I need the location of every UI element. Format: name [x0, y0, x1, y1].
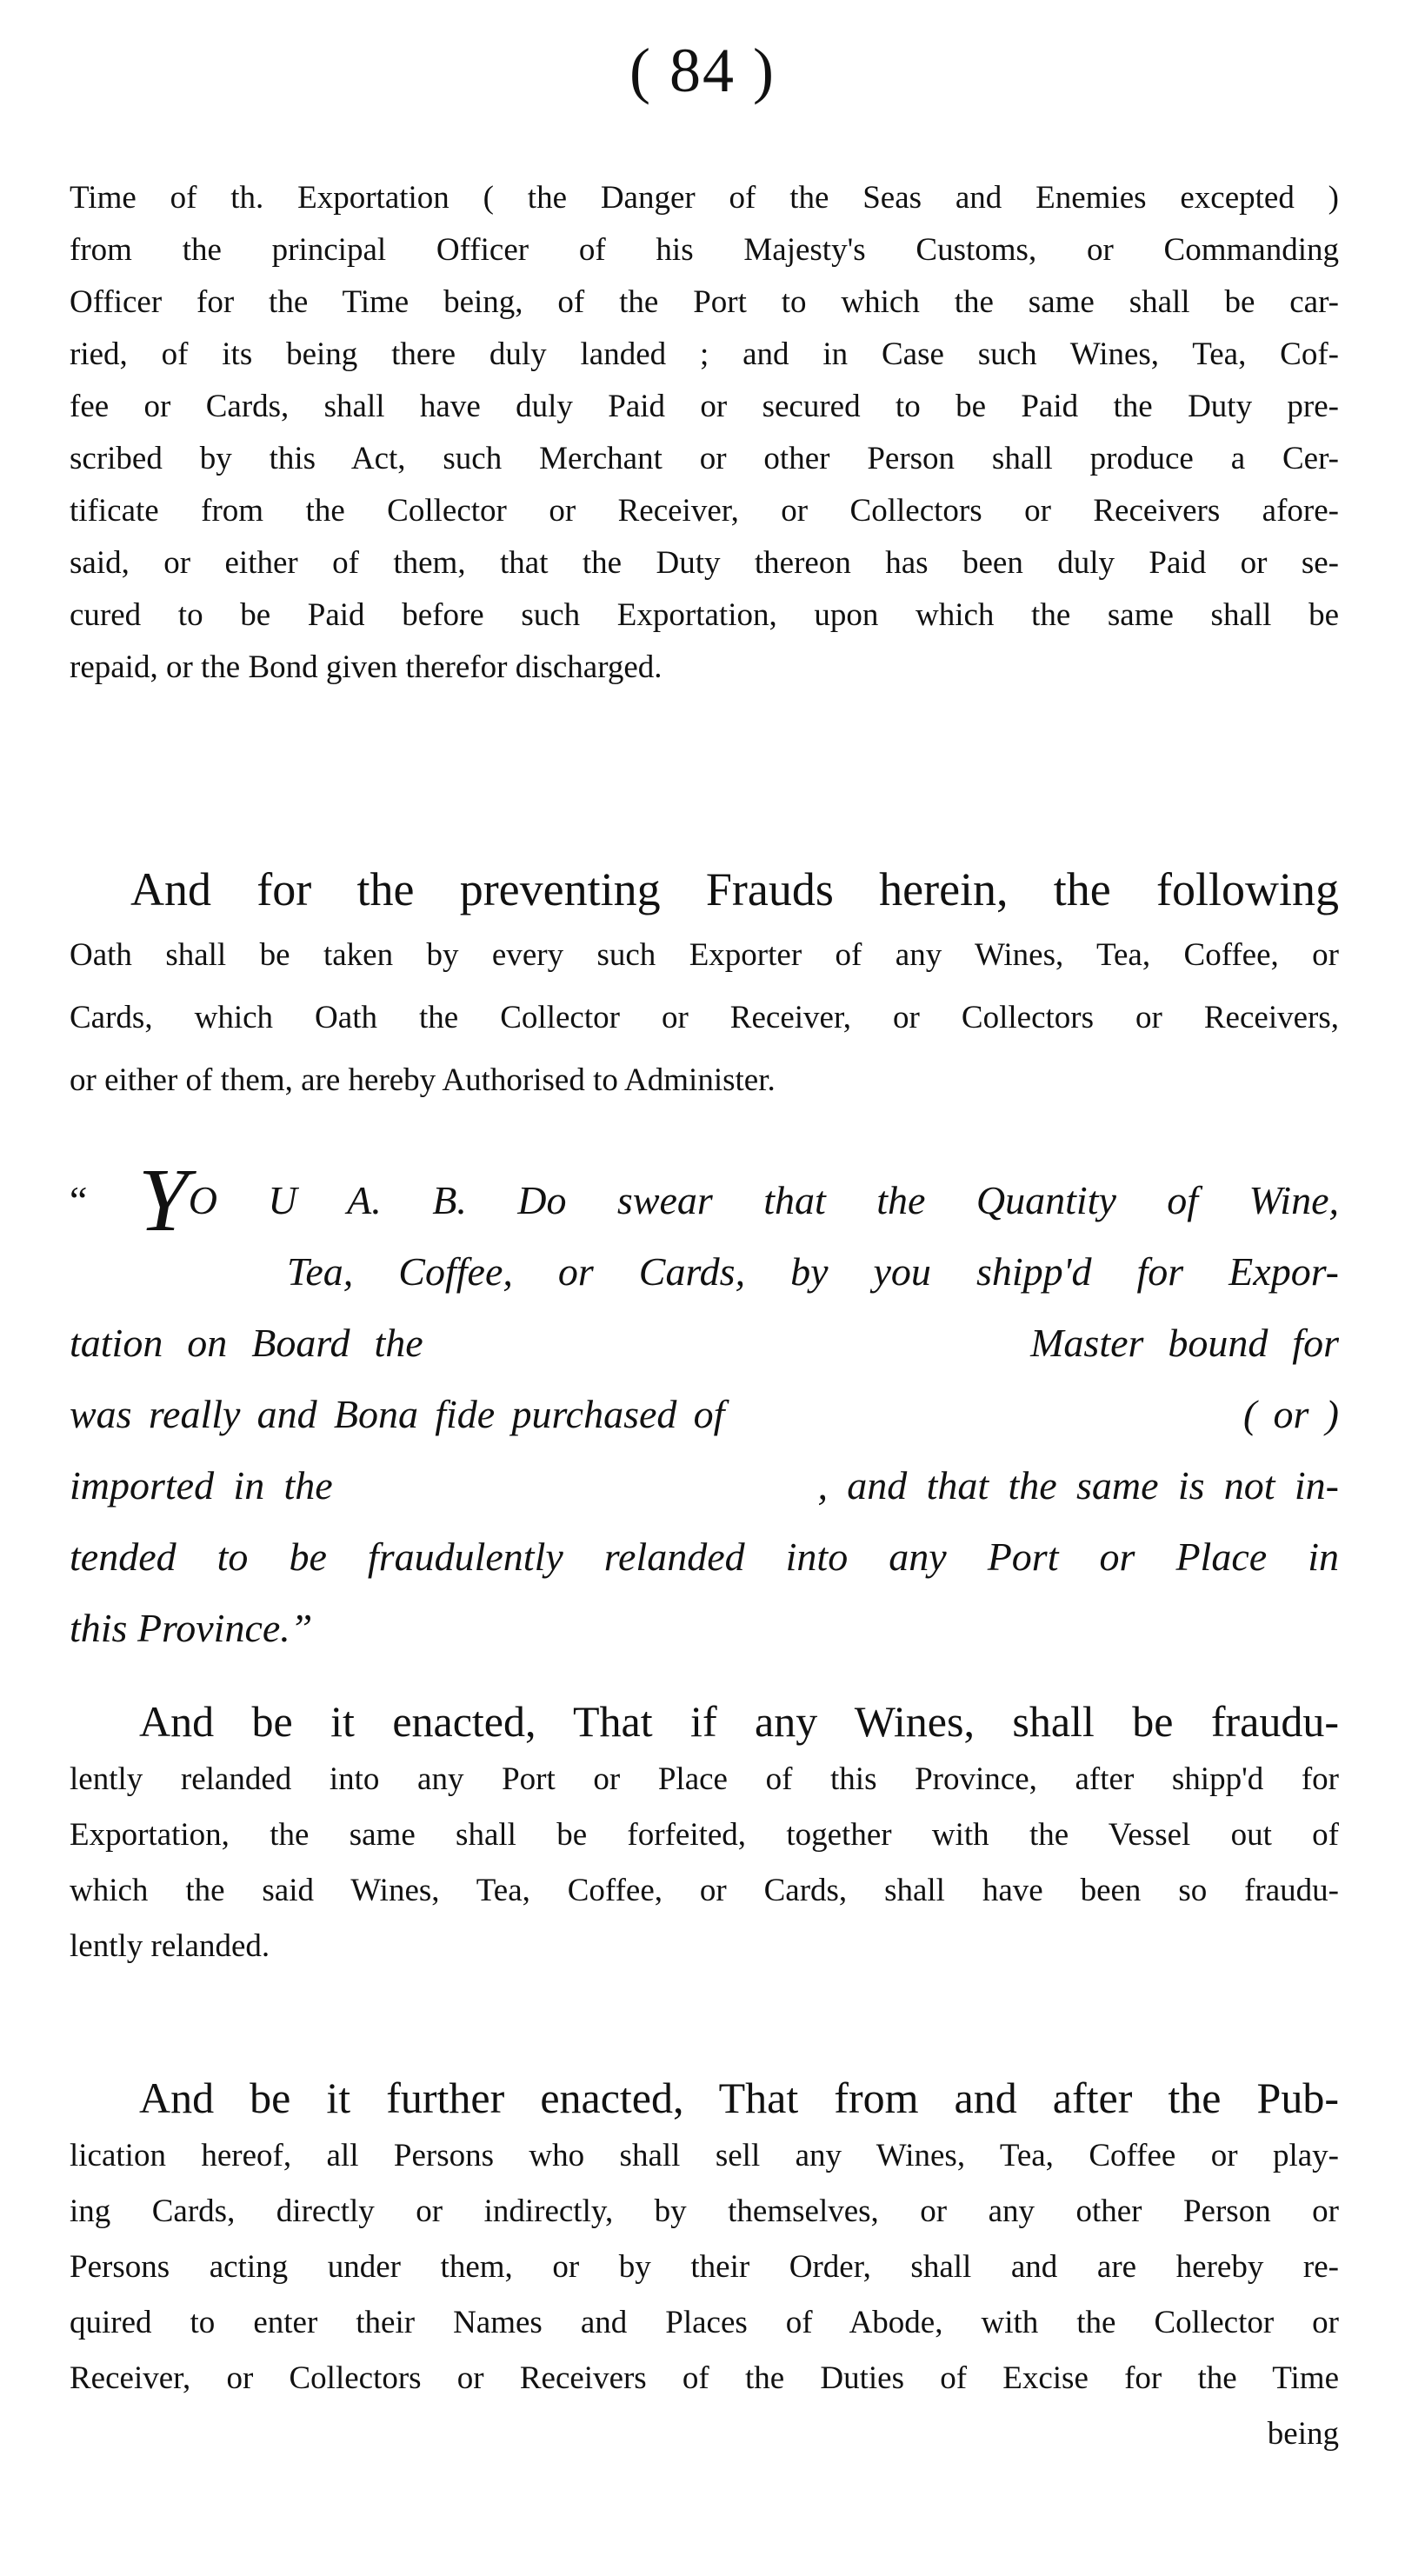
oath-line-text: O U A. B. Do swear that the Quantity of Wine,: [188, 1178, 1339, 1222]
text-line: Exportation, the same shall be forfeited, together with the Vessel out of: [70, 1817, 1339, 1853]
oath-line-text: was really and Bona fide purchased of ( or ): [70, 1392, 1339, 1436]
text-line: lication hereof, all Persons who shall sell any Wines, Tea, Coffee or play-: [70, 2138, 1339, 2173]
text-line: And be it enacted, That if any Wines, shall be fraudu-: [139, 1697, 1339, 1746]
text-line: Officer for the Time being, of the Port to which the same shall be car-: [70, 284, 1339, 320]
oath-line: [70, 1521, 1339, 1593]
paragraph-relanded: [70, 1691, 1339, 1974]
text-line: cured to be Paid before such Exportation, upon which the same shall be: [70, 597, 1339, 633]
text-line: Receiver, or Collectors or Receivers of the Duties of Excise for the Time: [70, 2360, 1339, 2396]
text-line: ried, of its being there duly landed ; and in Case such Wines, Tea, Cof-: [70, 336, 1339, 372]
oath-line-text: imported in the , and that the same is not in-: [70, 1463, 1339, 1508]
text-line: And for the preventing Frauds herein, the following: [130, 863, 1339, 915]
text-line: quired to enter their Names and Places of Abode, with the Collector or: [70, 2305, 1339, 2340]
text-line: which the said Wines, Tea, Coffee, or Cards, shall have been so fraudu-: [70, 1873, 1339, 1908]
text-line: repaid, or the Bond given therefor discharged.: [70, 649, 663, 685]
oath-line: [70, 1165, 1339, 1236]
oath-line: [70, 1308, 1339, 1379]
text-line: ing Cards, directly or indirectly, by themselves, or any other Person or: [70, 2193, 1339, 2229]
oath-line-text: tended to be fraudulently relanded into any Port or Place in: [70, 1534, 1339, 1579]
paragraph-oath-intro: [70, 855, 1339, 1112]
text-line: lently relanded into any Port or Place of this Province, after shipp'd for: [70, 1761, 1339, 1797]
paragraph-publication: [70, 2067, 1339, 2462]
opening-quote: “: [70, 1178, 88, 1222]
text-line: or either of them, are hereby Authorised to Administer.: [70, 1062, 776, 1098]
drop-cap: Y: [137, 1165, 189, 1236]
text-line: from the principal Officer of his Majesty's Customs, or Commanding: [70, 232, 1339, 268]
text-line: And be it further enacted, That from and after the Pub-: [139, 2073, 1339, 2122]
text-line: Cards, which Oath the Collector or Receiver, or Collectors or Receivers,: [70, 1000, 1339, 1035]
text-line: said, or either of them, that the Duty thereon has been duly Paid or se-: [70, 545, 1339, 581]
oath-line: [70, 1379, 1339, 1450]
oath-text: [70, 1165, 1339, 1664]
oath-line: [70, 1236, 1339, 1308]
text-line: fee or Cards, shall have duly Paid or secured to be Paid the Duty pre-: [70, 389, 1339, 424]
text-line: lently relanded.: [70, 1928, 270, 1964]
oath-line-text: tation on Board the Master bound for: [70, 1321, 1339, 1365]
paragraph-exportation: [70, 172, 1339, 694]
oath-line-text: Tea, Coffee, or Cards, by you shipp'd for Expor-: [287, 1249, 1339, 1294]
text-line: Persons acting under them, or by their Order, shall and are hereby re-: [70, 2249, 1339, 2285]
oath-line: [70, 1450, 1339, 1521]
page-number: ( 84 ): [629, 36, 776, 105]
text-line: Oath shall be taken by every such Exporter of any Wines, Tea, Coffee, or: [70, 937, 1339, 973]
text-line: scribed by this Act, such Merchant or other Person shall produce a Cer-: [70, 441, 1339, 476]
oath-line: [70, 1593, 1339, 1664]
text-line: tificate from the Collector or Receiver, or Collectors or Receivers afore-: [70, 493, 1339, 529]
catchword: being: [1267, 2416, 1339, 2452]
oath-line-text: this Province.”: [70, 1606, 313, 1650]
text-line: Time of th. Exportation ( the Danger of the Seas and Enemies excepted ): [70, 180, 1339, 216]
